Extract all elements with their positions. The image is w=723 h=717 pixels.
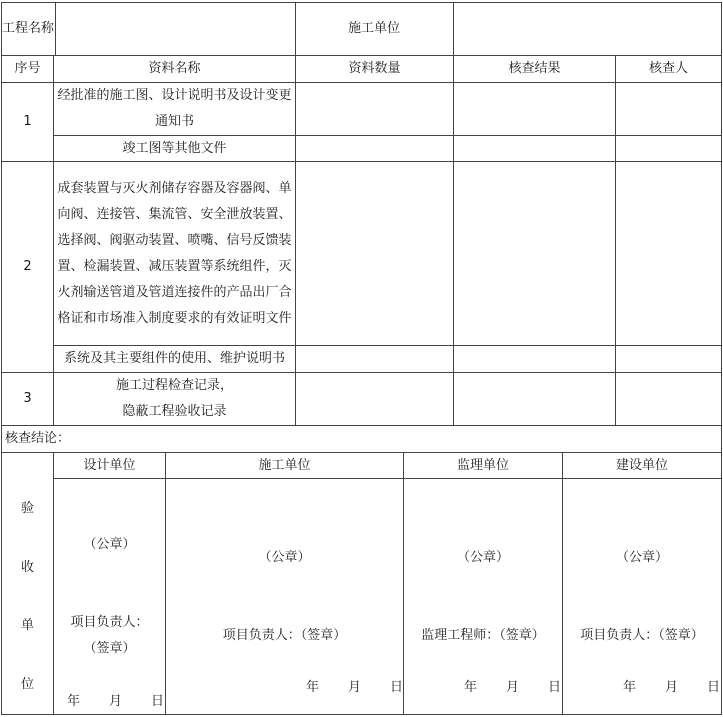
date-month-label: 月 (506, 680, 520, 695)
person-signature-label: 项目负责人：（签章） (222, 628, 347, 643)
col-header-checker: 核查人 (648, 61, 688, 76)
date-year-label: 年 (623, 680, 637, 695)
project-name-value[interactable] (56, 3, 294, 55)
col-header-seq: 序号 (14, 61, 41, 76)
date-year-label: 年 (306, 680, 320, 695)
document-name: 竣工图等其他文件 (122, 140, 227, 156)
official-seal-label: （公章） (615, 550, 668, 565)
construction-unit-value[interactable] (454, 3, 720, 55)
construction-unit-label: 施工单位 (347, 21, 400, 36)
side-label-char: 位 (20, 676, 34, 692)
document-name: 隐蔽工程验收记录 (122, 404, 227, 419)
unit-header-supervision: 监理单位 (456, 457, 509, 473)
document-name: 系统及其主要组件的使用、维护说明书 (63, 351, 285, 366)
acceptance-side-label (2, 480, 53, 714)
date-day-label: 日 (548, 680, 562, 695)
document-name: 经批准的施工图、设计说明书及设计变更通知书 (57, 88, 292, 129)
conclusion-label: 核查结论： (5, 431, 71, 446)
unit-header-construction: 施工单位 (258, 457, 311, 473)
date-year-label: 年 (464, 680, 478, 695)
date-month-label: 月 (665, 680, 679, 695)
table-rule (403, 452, 404, 714)
official-seal-label: （公章） (456, 550, 509, 565)
document-name-group (54, 373, 295, 425)
date-month-label: 月 (348, 680, 362, 695)
row-seq: 3 (23, 391, 32, 406)
table-rule (1, 425, 721, 426)
side-label-char: 单 (20, 618, 34, 634)
table-rule (562, 452, 563, 714)
table-rule (53, 452, 54, 714)
date-day-label: 日 (151, 694, 165, 709)
table-border-right (721, 2, 722, 715)
table-rule (165, 452, 166, 714)
supervising-engineer-label: 监理工程师：（签章） (421, 628, 545, 643)
person-signature-label: 项目负责人：（签章） (580, 628, 704, 643)
document-name: 施工过程检查记录， (115, 378, 233, 393)
col-header-name: 资料名称 (148, 61, 201, 76)
official-seal-label: （公章） (83, 537, 136, 552)
project-name-label: 工程名称 (2, 21, 55, 36)
official-seal-label: （公章） (258, 550, 311, 565)
side-label-char: 验 (20, 501, 34, 517)
row-seq: 2 (23, 259, 32, 274)
date-day-label: 日 (390, 680, 404, 695)
signature-label: （签章） (83, 641, 136, 656)
unit-header-design: 设计单位 (83, 457, 136, 473)
unit-header-owner: 建设单位 (615, 457, 668, 473)
col-header-qty: 资料数量 (348, 61, 401, 76)
person-in-charge-label: 项目负责人： (70, 615, 149, 630)
date-month-label: 月 (109, 694, 123, 709)
date-year-label: 年 (67, 694, 81, 709)
table-rule (615, 55, 616, 425)
row-seq: 1 (23, 114, 32, 129)
side-label-char: 收 (20, 559, 34, 575)
col-header-result: 核查结果 (508, 61, 561, 76)
date-day-label: 日 (707, 680, 721, 695)
document-name: 成套装置与灭火剂储存容器及容器阀、单向阀、连接管、集流管、安全泄放装置、选择阀、阀驱动装置、喷嘴、信号反馈装置、检漏装置、减压装置等系统组件，灭火剂输送管道及管道连接件的产品出厂合格证和市场准入制度要求的有效证明文件 (57, 180, 292, 326)
